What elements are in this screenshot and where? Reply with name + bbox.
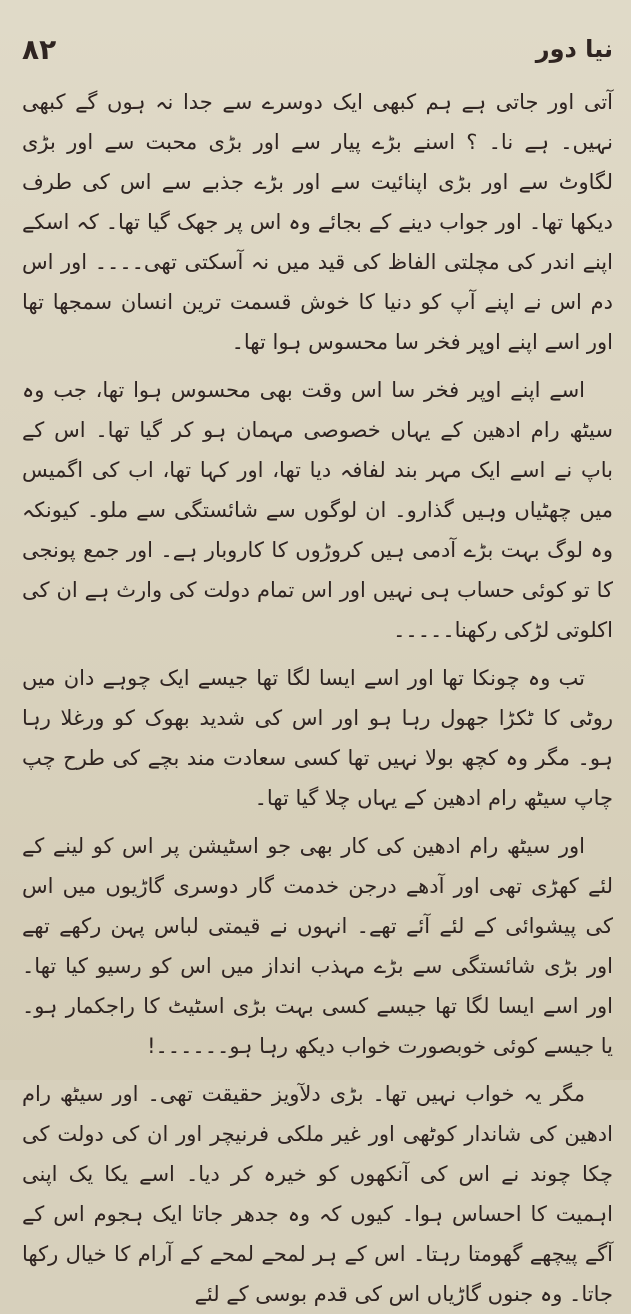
body-paragraph: آتی اور جاتی ہے ہم کبھی ایک دوسرے سے جدا نہ ہوں گے کبھی نہیں۔ ہے نا۔ ؟ اسنے بڑے پیار سے اور بڑی محبت سے اور بڑی لگاوٹ سے اور بڑی اپنائیت سے اور بڑے جذبے سے اس کی طرف دیکھا تھا۔ اور جواب دینے کے بجائے وہ اس پر جھک گیا تھا۔ کہ اسکے اپنے اندر کی مچلتی الفاظ کی قید میں نہ آسکتی تھی۔۔۔۔ اور اس دم اس نے اپنے آپ کو دنیا کا خوش قسمت ترین انسان سمجھا تھا اور اسے اپنے اوپر فخر سا محسوس ہوا تھا۔ <box>22 90 613 354</box>
page-body <box>22 82 613 1314</box>
body-paragraph: اور سیٹھ رام ادھین کی کار بھی جو اسٹیشن پر اس کو لینے کے لئے کھڑی تھی اور آدھے درجن خدمت گار دوسری گاڑیوں میں اس کی پیشوائی کے لئے آئے تھے۔ انہوں نے قیمتی لباس پہن رکھے تھے اور بڑی شائستگی سے بڑے مہذب انداز میں اس کو رسیو کیا تھا۔ اور اسے ایسا لگا تھا جیسے کسی بہت بڑی اسٹیٹ کا راجکمار ہو۔ یا جیسے کوئی خوبصورت خواب دیکھ رہا ہو۔۔۔۔۔۔! <box>22 834 613 1058</box>
page-number: ۸۲ <box>22 32 57 66</box>
body-paragraph: مگر یہ خواب نہیں تھا۔ بڑی دلآویز حقیقت تھی۔ اور سیٹھ رام ادھین کی شاندار کوٹھی اور غیر ملکی فرنیچر اور ان کی دولت کی چکا چوند نے اس کی آنکھوں کو خیرہ کر دیا۔ اسے یکا یک اپنی اہمیت کا احساس ہوا۔ کیوں کہ وہ جدھر جاتا ایک ہجوم اس کے آگے پیچھے گھومتا رہتا۔ اس کے ہر لمحے لمحے کے آرام کا خیال رکھا جاتا۔ وہ جنوں گاڑیاں اس کی قدم بوسی کے لئے <box>22 1082 613 1306</box>
running-title: نیا دور <box>535 35 613 63</box>
body-paragraph: تب وہ چونکا تھا اور اسے ایسا لگا تھا جیسے ایک چوہے دان میں روٹی کا ٹکڑا جھول رہا ہو اور اس کی شدید بھوک کو ورغلا رہا ہو۔ مگر وہ کچھ بولا نہیں تھا کسی سعادت مند بچے کی طرح چپ چاپ سیٹھ رام ادھین کے یہاں چلا گیا تھا۔ <box>22 666 613 810</box>
page-header <box>22 28 613 70</box>
body-paragraph: اسے اپنے اوپر فخر سا اس وقت بھی محسوس ہوا تھا، جب وہ سیٹھ رام ادھین کے یہاں خصوصی مہمان ہو کر گیا تھا۔ اس کے باپ نے اسے ایک مہر بند لفافہ دیا تھا، اور کہا تھا، اب کی اگمیس میں چھٹیاں وہیں گذارو۔ ان لوگوں سے شائستگی سے ملو۔ کیونکہ وہ لوگ بہت بڑے آدمی ہیں کروڑوں کا کاروبار ہے۔ اور جمع پونجی کا تو کوئی حساب ہی نہیں اور اس تمام دولت کی وارث ہے ان کی اکلوتی لڑکی رکھنا۔۔۔۔۔ <box>22 378 613 642</box>
